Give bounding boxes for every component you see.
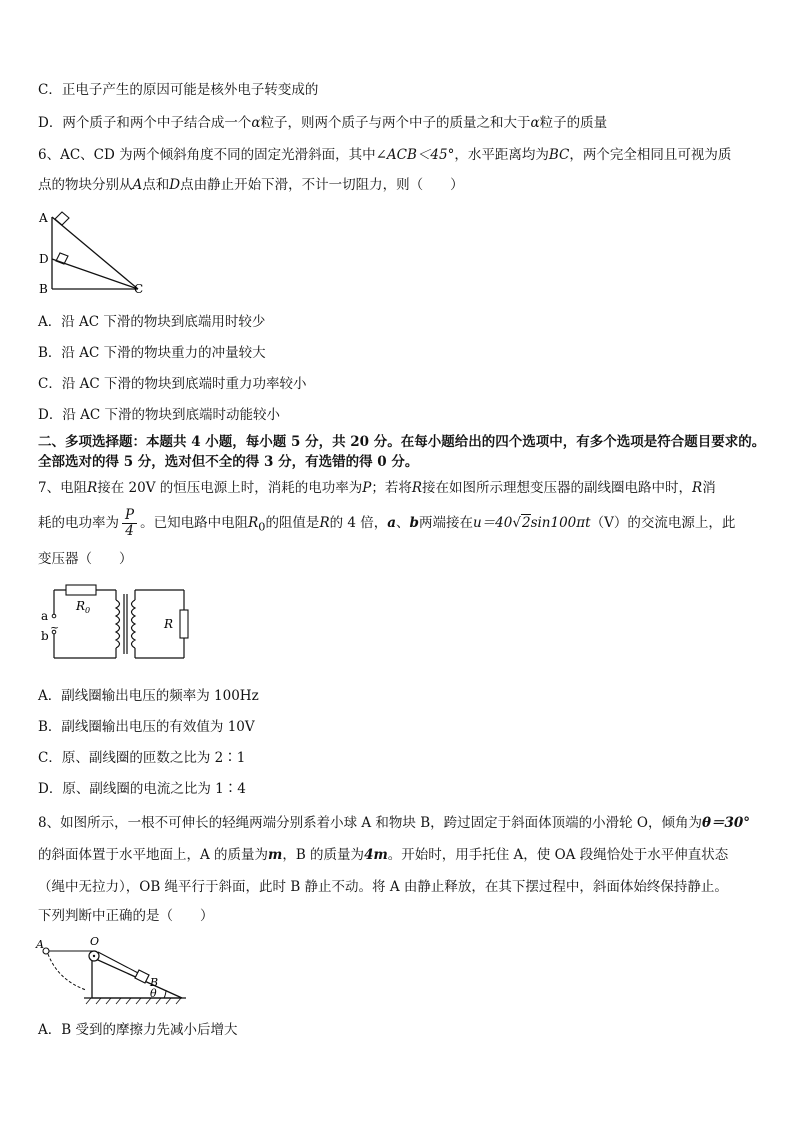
transformer-circuit-figure [36,580,196,665]
angle-expression: ∠ACB＜45° [375,147,455,163]
voltage-formula: u＝40√2sin100πt [472,515,591,531]
swing-path [48,954,86,990]
segment-bc: BC [548,147,570,163]
q7-option-c: C．原、副线圈的匝数之比为 2∶1 [38,750,246,766]
angle-arc [164,990,166,998]
q8-stem-line1: 8、如图所示，一根不可伸长的轻绳两端分别系着小球 A 和物块 B，跨过固定于斜面体顶端的小滑轮 O，倾角为θ＝30° [38,815,751,831]
label-theta: θ [150,987,157,1000]
q8-option-a: A．B 受到的摩擦力先减小后增大 [38,1022,238,1038]
label-a: A [36,938,44,951]
alpha-symbol: α [251,115,261,131]
q5-option-c: C．正电子产生的原因可能是核外电子转变成的 [38,82,319,98]
q8-stem-line3: （绳中无拉力），OB 绳平行于斜面，此时 B 静止不动。将 A 由静止释放，在其下摆过程中，斜面体始终保持静止。 [38,879,728,895]
q6-option-c: C．沿 AC 下滑的物块到底端时重力功率较小 [38,376,307,392]
label-a: A [39,211,48,225]
q6-option-a: A．沿 AC 下滑的物块到底端用时较少 [38,314,266,330]
q6-stem-line1: 6、AC、CD 为两个倾斜角度不同的固定光滑斜面，其中∠ACB＜45°，水平距离均为BC，两个完全相同且可视为质 [38,147,732,163]
label-b: b [41,629,49,643]
q6-stem-line2: 点的物块分别从A点和D点由静止开始下滑，不计一切阻力，则（ ） [38,177,464,193]
q7-option-b: B．副线圈输出电压的有效值为 10V [38,719,255,735]
label-b: B [39,282,48,296]
q5-option-d: D．两个质子和两个中子结合成一个α粒子，则两个质子与两个中子的质量之和大于α粒子的质量 [38,115,608,131]
q7-stem-line2: 耗的电功率为 $\frac{P}{4}$ 。已知电路中电阻$R_0$的阻值是R的 4 倍，a、b两端接在u＝40√2sin100πt（V）的交流电源上，此 [38,507,736,539]
secondary-coil [132,600,136,648]
q7-option-a: A．副线圈输出电压的频率为 100Hz [38,688,259,704]
q7-stem-line3: 变压器（ ） [38,551,133,567]
q8-stem-line4: 下列判断中正确的是（ ） [38,908,214,924]
label-b: B [150,976,159,989]
label-d: D [39,252,49,266]
incline-pulley-figure [36,935,196,1010]
q6-option-b: B．沿 AC 下滑的物块重力的冲量较大 [38,345,266,361]
section2-header-line1: 二、多项选择题：本题共 4 小题，每小题 5 分，共 20 分。在每小题给出的四个选项中，有多个选项是符合题目要求的。 [38,434,766,450]
block-at-a [55,212,69,225]
resistor-r [180,610,188,638]
alpha-symbol: α [530,115,540,131]
q8-stem-line2: 的斜面体置于水平地面上，A 的质量为m，B 的质量为4m。开始时，用手托住 A，使 OA 段绳恰处于水平伸直状态 [38,847,729,863]
q7-stem-line1: 7、电阻R接在 20V 的恒压电源上时，消耗的电功率为P；若将R接在如图所示理想变压器的副线圈电路中时，R消 [38,480,716,496]
incline-triangle-figure [36,205,156,300]
label-a: a [41,609,49,623]
pulley-axle [93,955,95,957]
q6-option-d: D．沿 AC 下滑的物块到底端时动能较小 [38,407,280,423]
ac-source-symbol: ~ [50,621,60,634]
terminal-a [52,614,56,618]
theta-value: θ＝30° [702,815,751,831]
label-o: O [90,935,100,948]
q7-option-d: D．原、副线圈的电流之比为 1∶4 [38,781,246,797]
fraction-p-over-4: $\frac{P}{4}$ [122,508,137,539]
ground-hatching [86,998,181,1004]
label-c: C [134,282,144,296]
section2-header-line2: 全部选对的得 5 分，选对但不全的得 3 分，有选错的得 0 分。 [38,454,419,470]
resistor-r0 [66,585,96,595]
label-r0: $R_0$ [76,599,91,615]
label-r: R [164,617,174,631]
incline-ac [52,217,138,289]
incline-dc [52,259,138,289]
primary-coil [116,600,120,648]
